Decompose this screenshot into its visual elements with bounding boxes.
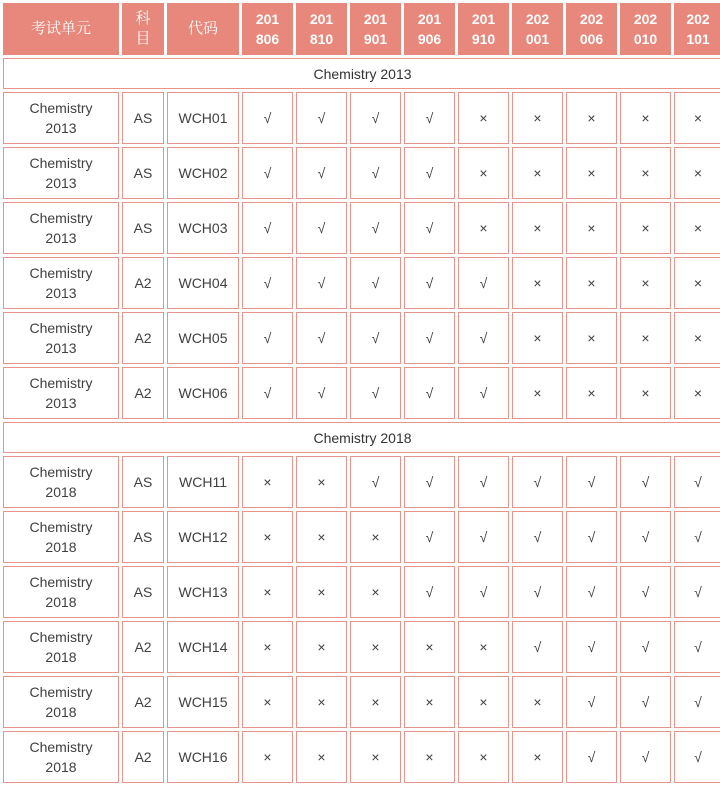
code-cell: WCH03 [167,202,239,254]
availability-mark: √ [458,312,509,364]
exam-unit-cell: Chemistry 2013 [3,367,119,419]
availability-mark: √ [458,511,509,563]
availability-mark: × [566,312,617,364]
availability-mark: × [566,92,617,144]
table-row [3,367,720,419]
availability-mark: √ [674,676,720,728]
availability-mark: √ [350,456,401,508]
availability-mark: √ [620,566,671,618]
section-row [3,58,720,89]
exam-unit-cell: Chemistry 2018 [3,676,119,728]
level-cell: A2 [122,676,164,728]
header-session: 201 806 [242,3,293,55]
availability-mark: √ [404,202,455,254]
availability-mark: √ [512,456,563,508]
availability-mark: × [350,621,401,673]
code-cell: WCH15 [167,676,239,728]
exam-unit-cell: Chemistry 2013 [3,92,119,144]
table-row [3,731,720,783]
availability-mark: √ [242,257,293,309]
code-cell: WCH06 [167,367,239,419]
code-cell: WCH13 [167,566,239,618]
availability-mark: √ [350,367,401,419]
availability-mark: × [674,312,720,364]
availability-mark: √ [242,202,293,254]
availability-mark: √ [620,731,671,783]
level-cell: AS [122,92,164,144]
header-session: 202 010 [620,3,671,55]
availability-mark: × [674,257,720,309]
level-cell: AS [122,566,164,618]
level-cell: AS [122,456,164,508]
availability-mark: √ [350,92,401,144]
availability-mark: √ [242,367,293,419]
availability-mark: × [458,731,509,783]
level-cell: AS [122,202,164,254]
availability-mark: √ [296,147,347,199]
availability-mark: √ [458,456,509,508]
code-cell: WCH05 [167,312,239,364]
availability-mark: × [296,621,347,673]
exam-unit-cell: Chemistry 2018 [3,456,119,508]
exam-unit-cell: Chemistry 2018 [3,731,119,783]
availability-mark: × [404,676,455,728]
availability-mark: × [620,367,671,419]
exam-unit-cell: Chemistry 2013 [3,147,119,199]
availability-mark: √ [404,456,455,508]
availability-mark: × [674,92,720,144]
availability-mark: × [458,92,509,144]
level-cell: A2 [122,367,164,419]
availability-mark: × [296,456,347,508]
availability-mark: × [620,147,671,199]
header-row [3,3,720,55]
availability-mark: √ [296,92,347,144]
code-cell: WCH12 [167,511,239,563]
availability-mark: √ [404,511,455,563]
availability-mark: × [242,731,293,783]
availability-mark: √ [458,566,509,618]
exam-unit-cell: Chemistry 2018 [3,621,119,673]
availability-mark: × [296,566,347,618]
header-session: 201 810 [296,3,347,55]
availability-mark: √ [350,147,401,199]
availability-mark: × [512,312,563,364]
availability-mark: × [620,92,671,144]
level-cell: A2 [122,312,164,364]
availability-mark: √ [566,456,617,508]
availability-mark: × [350,566,401,618]
availability-mark: × [512,257,563,309]
availability-mark: × [242,566,293,618]
availability-mark: √ [296,367,347,419]
availability-mark: √ [242,92,293,144]
code-cell: WCH11 [167,456,239,508]
code-cell: WCH02 [167,147,239,199]
availability-mark: × [566,202,617,254]
header-subject: 科 目 [122,3,164,55]
availability-mark: √ [512,566,563,618]
level-cell: A2 [122,731,164,783]
exam-unit-cell: Chemistry 2018 [3,566,119,618]
availability-mark: × [566,257,617,309]
availability-mark: √ [674,621,720,673]
availability-mark: √ [404,566,455,618]
header-session: 202 006 [566,3,617,55]
availability-mark: √ [512,511,563,563]
availability-mark: √ [350,312,401,364]
code-cell: WCH04 [167,257,239,309]
exam-unit-cell: Chemistry 2018 [3,511,119,563]
availability-mark: √ [350,202,401,254]
header-session: 202 001 [512,3,563,55]
availability-mark: × [296,731,347,783]
availability-mark: × [620,202,671,254]
availability-mark: √ [404,257,455,309]
availability-mark: √ [404,92,455,144]
table-row [3,202,720,254]
table-row [3,257,720,309]
availability-mark: × [512,367,563,419]
availability-mark: √ [512,621,563,673]
exam-unit-cell: Chemistry 2013 [3,312,119,364]
availability-mark: × [404,731,455,783]
availability-mark: √ [404,367,455,419]
availability-mark: √ [674,566,720,618]
table-row [3,566,720,618]
availability-mark: × [512,731,563,783]
level-cell: AS [122,511,164,563]
availability-mark: √ [674,511,720,563]
availability-mark: √ [620,456,671,508]
availability-mark: × [512,676,563,728]
availability-mark: √ [458,257,509,309]
section-title: Chemistry 2013 [3,58,720,89]
availability-mark: √ [620,621,671,673]
table-row [3,147,720,199]
availability-mark: × [512,147,563,199]
table-row [3,456,720,508]
availability-mark: × [512,92,563,144]
exam-unit-cell: Chemistry 2013 [3,202,119,254]
header-session: 201 901 [350,3,401,55]
header-session: 201 910 [458,3,509,55]
availability-mark: √ [242,147,293,199]
availability-mark: × [350,731,401,783]
level-cell: AS [122,147,164,199]
availability-mark: √ [674,731,720,783]
header-exam-unit: 考试单元 [3,3,119,55]
availability-mark: √ [404,147,455,199]
availability-mark: √ [566,621,617,673]
availability-mark: × [458,147,509,199]
availability-mark: × [674,147,720,199]
header-code: 代码 [167,3,239,55]
code-cell: WCH01 [167,92,239,144]
availability-mark: × [566,147,617,199]
header-session: 202 101 [674,3,720,55]
availability-mark: × [674,202,720,254]
table-row [3,676,720,728]
header-session: 201 906 [404,3,455,55]
availability-mark: × [566,367,617,419]
availability-mark: √ [620,511,671,563]
availability-mark: √ [242,312,293,364]
table-row [3,92,720,144]
availability-mark: √ [350,257,401,309]
availability-mark: √ [296,312,347,364]
availability-mark: × [242,456,293,508]
section-title: Chemistry 2018 [3,422,720,453]
availability-mark: × [458,202,509,254]
availability-mark: √ [620,676,671,728]
table-row [3,511,720,563]
availability-mark: √ [404,312,455,364]
level-cell: A2 [122,621,164,673]
section-row [3,422,720,453]
table-row [3,621,720,673]
code-cell: WCH14 [167,621,239,673]
level-cell: A2 [122,257,164,309]
code-cell: WCH16 [167,731,239,783]
exam-unit-cell: Chemistry 2013 [3,257,119,309]
availability-mark: × [620,312,671,364]
availability-mark: × [350,511,401,563]
availability-mark: × [404,621,455,673]
availability-mark: × [242,511,293,563]
availability-mark: × [350,676,401,728]
availability-mark: × [674,367,720,419]
availability-mark: √ [566,676,617,728]
availability-mark: × [458,676,509,728]
availability-mark: × [620,257,671,309]
table-row [3,312,720,364]
availability-mark: × [242,676,293,728]
availability-mark: × [512,202,563,254]
availability-mark: √ [566,511,617,563]
availability-mark: √ [296,257,347,309]
availability-mark: × [242,621,293,673]
availability-mark: √ [458,367,509,419]
availability-mark: × [296,676,347,728]
availability-mark: √ [674,456,720,508]
availability-mark: √ [566,566,617,618]
availability-mark: × [296,511,347,563]
table-body [3,58,720,783]
availability-mark: × [458,621,509,673]
availability-mark: √ [296,202,347,254]
availability-mark: √ [566,731,617,783]
